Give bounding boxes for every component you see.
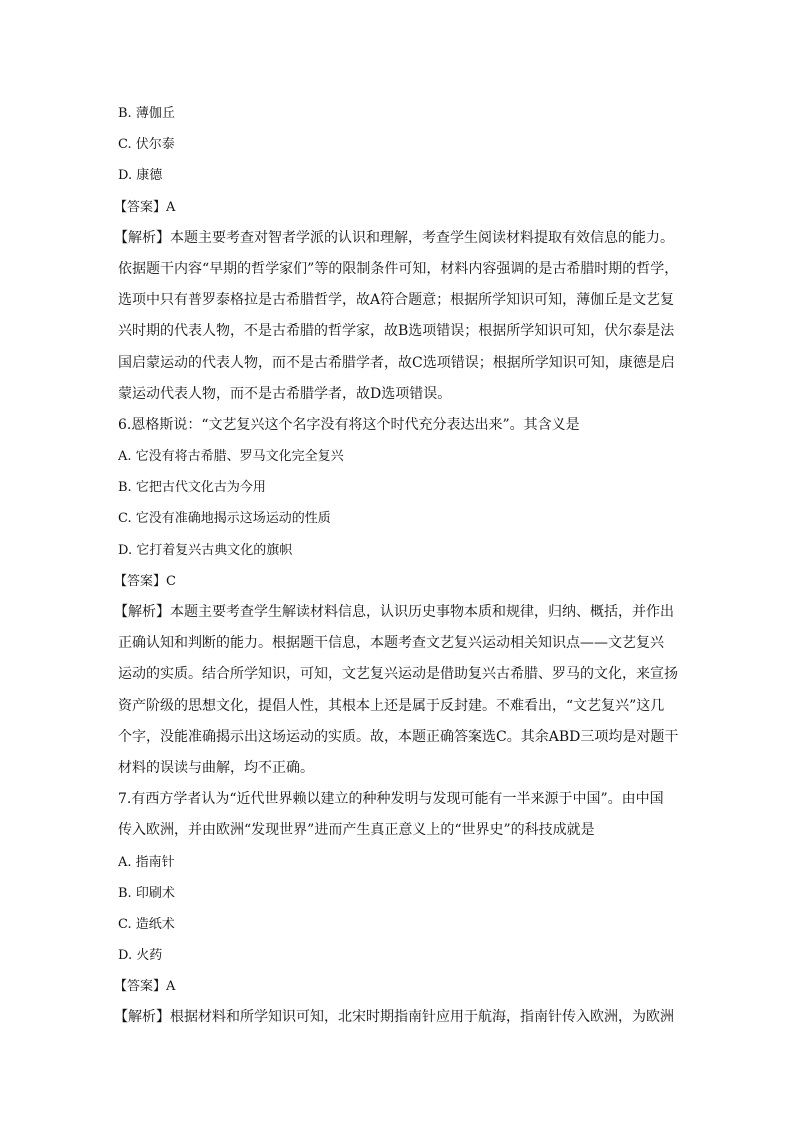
option-d-text: D. 它打着复兴古典文化的旗帜 [118, 542, 293, 558]
option-b-text: B. 薄伽丘 [118, 106, 175, 121]
analysis-line: 国启蒙运动的代表人物，而不是古希腊学者，故C选项错误；根据所学知识可知，康德是启 [118, 354, 675, 371]
question-7-stem: 7.有西方学者认为“近代世界赖以建立的种种发明与发现可能有一半来源于中国”。由中国 [118, 791, 664, 808]
option-c-text: C. 伏尔泰 [118, 137, 175, 153]
analysis-line: 【解析】本题主要考查对智者学派的认识和理解，考查学生阅读材料提取有效信息的能力。 [114, 229, 674, 246]
answer-line: 【答案】A [114, 199, 176, 215]
analysis-line: 蒙运动代表人物，而不是古希腊学者，故D选项错误。 [118, 385, 452, 402]
analysis-line: 依据题干内容“早期的哲学家们”等的限制条件可知，材料内容强调的是古希腊时期的哲学， [118, 260, 678, 277]
option-c-text: C. 造纸术 [118, 916, 175, 932]
analysis-line: 选项中只有普罗泰格拉是古希腊哲学，故A符合题意；根据所学知识可知，薄伽丘是文艺复 [118, 292, 675, 309]
analysis-line: 运动的实质。结合所学知识，可知，文艺复兴运动是借助复兴古希腊、罗马的文化，来宣扬 [118, 666, 678, 683]
analysis-line: 资产阶级的思想文化，提倡人性，其根本上还是属于反封建。不难看出，“文艺复兴”这几 [118, 697, 665, 714]
analysis-line: 兴时期的代表人物，不是古希腊的哲学家，故B选项错误；根据所学知识可知，伏尔泰是法 [118, 323, 675, 340]
option-d-text: D. 火药 [118, 948, 163, 964]
option-a-text: A. 它没有将古希腊、罗马文化完全复兴 [118, 449, 344, 465]
option-c-text: C. 它没有准确地揭示这场运动的性质 [118, 511, 331, 527]
analysis-line: 个字，没能准确揭示出这场运动的实质。故，本题正确答案选C。其余ABD三项均是对题干 [118, 728, 678, 745]
option-a-text: A. 指南针 [118, 854, 175, 870]
option-d-text: D. 康德 [118, 168, 163, 184]
option-b-text: B. 印刷术 [118, 885, 175, 901]
answer-line: 【答案】A [114, 979, 176, 995]
document-body [114, 98, 678, 1034]
question-7-stem: 传入欧洲，并由欧洲“发现世界”进而产生真正意义上的“世界史”的科技成就是 [118, 822, 595, 839]
option-b-text: B. 它把古代文化古为今用 [118, 480, 266, 496]
analysis-line: 【解析】根据材料和所学知识可知，北宋时期指南针应用于航海，指南针传入欧洲，为欧洲 [114, 1009, 674, 1026]
answer-line: 【答案】C [114, 573, 176, 589]
analysis-line: 【解析】本题主要考查学生解读材料信息，认识历史事物本质和规律，归纳、概括，并作出 [114, 604, 674, 620]
analysis-line: 正确认知和判断的能力。根据题干信息，本题考查文艺复兴运动相关知识点——文艺复兴 [118, 635, 664, 652]
question-6-stem: 6.恩格斯说：“文艺复兴这个名字没有将这个时代充分表达出来”。其含义是 [118, 416, 580, 433]
analysis-line: 材料的误读与曲解，均不正确。 [118, 759, 314, 776]
